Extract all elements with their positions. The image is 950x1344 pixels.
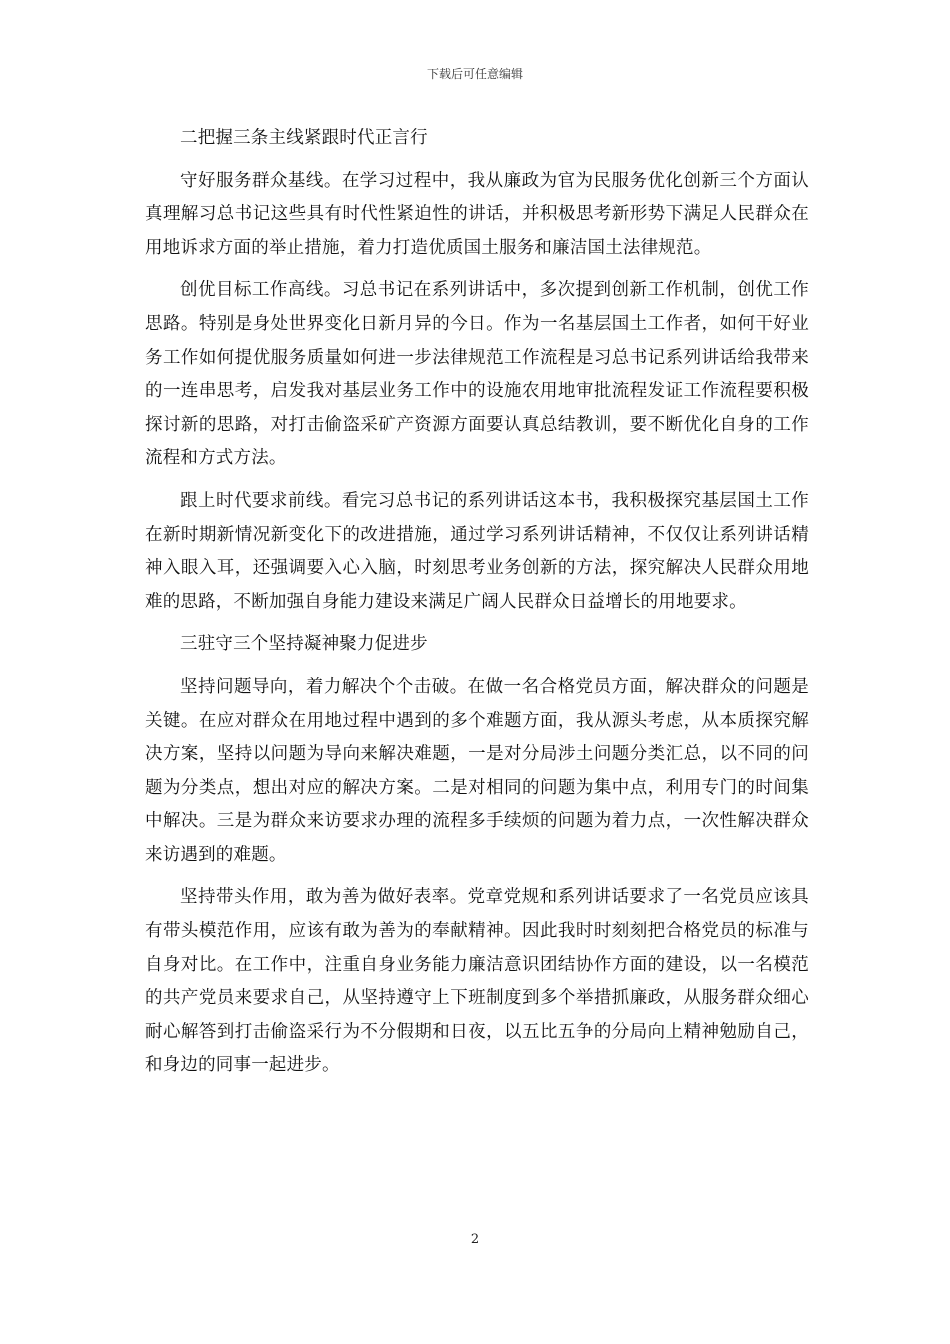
- document-body: [145, 122, 809, 1092]
- section-heading-2: 二把握三条主线紧跟时代正言行: [180, 128, 428, 148]
- section-heading-3: 三驻守三个坚持凝神聚力促进步: [180, 634, 428, 655]
- page-header: 下载后可任意编辑: [426, 67, 523, 81]
- paragraph-problem-oriented: 坚持问题导向，着力解决个个击破。在做一名合格党员方面，解决群众的问题是关键。在应对群众在用地过程中遇到的多个难题方面，我从源头考虑，从本质探究解决方案，坚持以问题为导向来解决难题，一是对分局涉土问题分类汇总，以不同的问题为分类点，想出对应的解决方案。二是对相同的问题为集中点，利用专门的时间集中解决。三是为群众来访要求办理的流程多手续烦的问题为着力点，一次性解决群众来访遇到的难题。: [145, 676, 809, 865]
- paragraph-keep-pace: 跟上时代要求前线。看完习总书记的系列讲话这本书，我积极探究基层国土工作在新时期新情况新变化下的改进措施，通过学习系列讲话精神，不仅仅让系列讲话精神入眼入耳，还强调要入心入脑，时刻思考业务创新的方法，探究解决人民群众用地难的思路，不断加强自身能力建设来满足广阔人民群众日益增长的用地要求。: [145, 490, 809, 612]
- page-number: 2: [470, 1232, 480, 1247]
- paragraph-serve-masses: 守好服务群众基线。在学习过程中，我从廉政为官为民服务优化创新三个方面认真理解习总书记这些具有时代性紧迫性的讲话，并积极思考新形势下满足人民群众在用地诉求方面的举止措施，着力打造优质国土服务和廉洁国土法律规范。: [145, 170, 809, 258]
- paragraph-lead-by-example: 坚持带头作用，敢为善为做好表率。党章党规和系列讲话要求了一名党员应该具有带头模范作用，应该有敢为善为的奉献精神。因此我时时刻刻把合格党员的标准与自身对比。在工作中，注重自身业务能力廉洁意识团结协作方面的建设，以一名模范的共产党员来要求自己，从坚持遵守上下班制度到多个举措抓廉政，从服务群众细心耐心解答到打击偷盗采行为不分假期和日夜，以五比五争的分局向上精神勉励自己，和身边的同事一起进步。: [145, 887, 809, 1076]
- paragraph-work-goals: 创优目标工作高线。习总书记在系列讲话中，多次提到创新工作机制，创优工作思路。特别是身处世界变化日新月异的今日。作为一名基层国土工作者，如何干好业务工作如何提优服务质量如何进一步法律规范工作流程是习总书记系列讲话给我带来的一连串思考，启发我对基层业务工作中的设施农用地审批流程发证工作流程要积极探讨新的思路，对打击偷盗采矿产资源方面要认真总结教训，要不断优化自身的工作流程和方式方法。: [145, 280, 809, 469]
